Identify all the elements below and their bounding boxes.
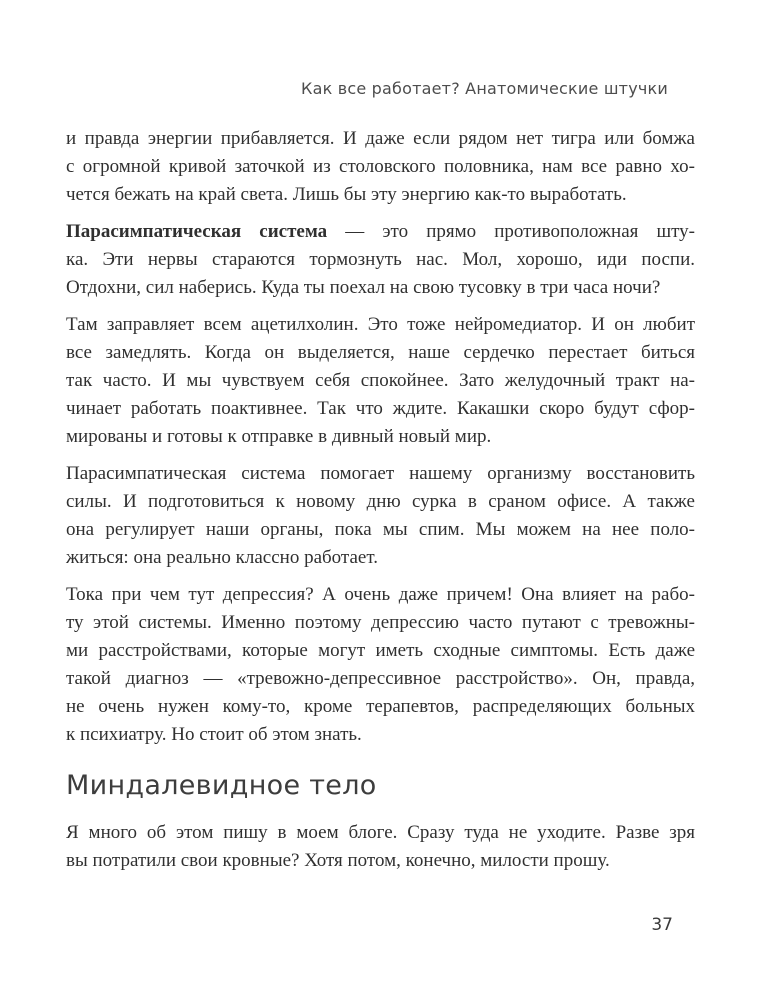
text-line: и правда энергии прибавляется. И даже если рядом нет тигра или бомжа (66, 128, 695, 149)
text-line: с огромной кривой заточкой из столовского половника, нам все равно хо- (66, 156, 695, 177)
text-line: Тока при чем тут депрессия? А очень даже причем! Она влияет на рабо- (66, 584, 695, 605)
text-line: Парасимпатическая система — это прямо противоположная шту- (66, 221, 695, 242)
paragraph (66, 311, 695, 451)
body-text (66, 125, 695, 875)
text-line: не очень нужен кому-то, кроме терапевтов, распределяющих больных (66, 696, 695, 717)
text-line: ка. Эти нервы стараются тормознуть нас. Мол, хорошо, иди поспи. (66, 249, 695, 270)
text-line: такой диагноз — «тревожно-депрессивное расстройство». Он, правда, (66, 668, 695, 689)
page-number: 37 (651, 915, 673, 935)
text-line: вы потратили свои кровные? Хотя потом, конечно, милости прошу. (66, 850, 610, 871)
text-line: к психиатру. Но стоит об этом знать. (66, 724, 362, 745)
text-line: чется бежать на край света. Лишь бы эту энергию как-то выработать. (66, 184, 627, 205)
text-line: силы. И подготовиться к новому дню сурка в сраном офисе. А также (66, 491, 695, 512)
text-line: ми расстройствами, которые могут иметь сходные симптомы. Есть даже (66, 640, 695, 661)
page-content (66, 79, 695, 884)
paragraph (66, 125, 695, 209)
text-line: житься: она реально классно работает. (66, 547, 378, 568)
paragraph (66, 218, 695, 302)
text-line: все замедлять. Когда он выделяется, наше сердечко перестает биться (66, 342, 695, 363)
bold-lead-in: Парасимпатическая система (66, 221, 328, 242)
text-line: она регулирует наши органы, пока мы спим. Мы можем на нее поло- (66, 519, 695, 540)
text-line: Я много об этом пишу в моем блоге. Сразу туда не уходите. Разве зря (66, 822, 695, 843)
paragraph (66, 581, 695, 749)
running-header: Как все работает? Анатомические штучки (301, 79, 668, 98)
text-line: так часто. И мы чувствуем себя спокойнее. Зато желудочный тракт на- (66, 370, 695, 391)
section-heading: Миндалевидное тело (66, 770, 377, 801)
text-line: мированы и готовы к отправке в дивный новый мир. (66, 426, 492, 447)
paragraph (66, 819, 695, 875)
text-line: Отдохни, сил наберись. Куда ты поехал на свою тусовку в три часа ночи? (66, 277, 661, 298)
paragraph (66, 460, 695, 572)
text-line: Парасимпатическая система помогает нашему организму восстановить (66, 463, 695, 484)
text-line: Там заправляет всем ацетилхолин. Это тоже нейромедиатор. И он любит (66, 314, 695, 335)
text-line: ту этой системы. Именно поэтому депрессию часто путают с тревожны- (66, 612, 695, 633)
text-line: чинает работать поактивнее. Так что ждите. Какашки скоро будут сфор- (66, 398, 695, 419)
